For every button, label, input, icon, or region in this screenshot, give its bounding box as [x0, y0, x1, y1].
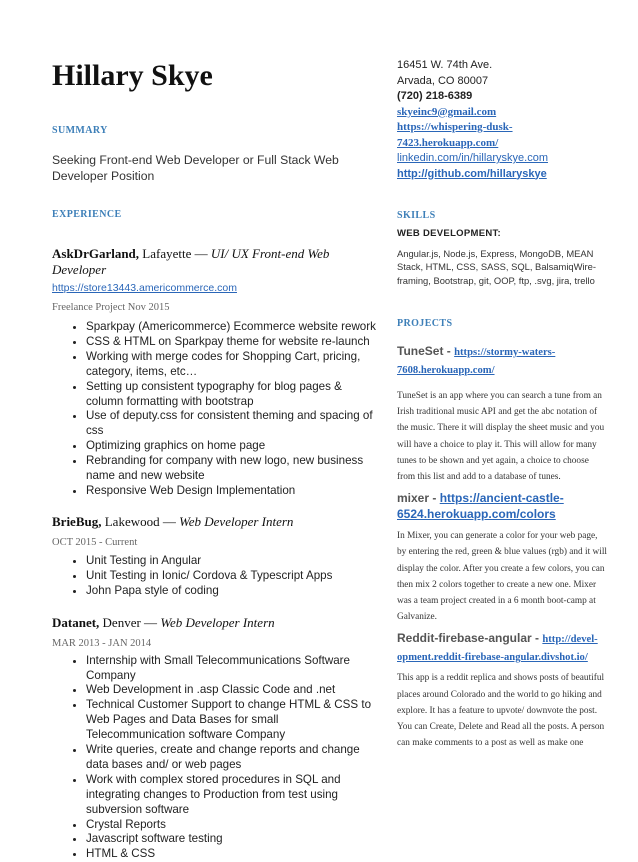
list-item: • Sparkpay (Americommerce) Ecommerce website rework [86, 320, 377, 335]
list-item: • Setting up consistent typography for blog pages & column formatting with bootstrap [86, 380, 377, 410]
job-dates: Freelance Project Nov 2015 [52, 302, 170, 313]
project-title [397, 630, 607, 666]
job-company: AskDrGarland, [52, 246, 140, 261]
right-column [397, 58, 607, 751]
list-item: • Unit Testing in Angular [86, 554, 377, 569]
list-item: • Javascript software testing [86, 832, 377, 847]
github-link[interactable]: http://github.com/hillaryskye [397, 167, 547, 180]
project-link[interactable]: https://stormy-waters-7608.herokuapp.com/ [397, 346, 556, 376]
list-item: • Optimizing graphics on home page [86, 439, 377, 454]
job-dates: OCT 2015 - Current [52, 536, 138, 548]
email-link[interactable]: skyeinc9@gmail.com [397, 105, 497, 118]
skills-subheading: WEB DEVELOPMENT: [397, 228, 502, 239]
list-item: • Web Development in .asp Classic Code and .net [86, 683, 377, 698]
list-item: • Crystal Reports [86, 818, 377, 833]
project-description: In Mixer, you can generate a color for your web page, by entering the red, green & blue values (rgb) and it will display the color. After you create a few colors, you can then mix 2 colors together to create a new one. Mixer was a team project created in a 6 month boot-camp at Galvanize. [397, 531, 607, 623]
project-mixer [397, 490, 607, 625]
project-tuneset [397, 343, 607, 485]
left-column [52, 58, 377, 862]
list-item: • Rebranding for company with new logo, new business name and new website [86, 454, 377, 484]
project-title [397, 343, 607, 379]
project-link[interactable]: http://devel-opment.reddit-firebase-angular.divshot.io/ [397, 634, 598, 664]
project-name: TuneSet - [397, 343, 451, 358]
projects-heading: PROJECTS [397, 317, 453, 329]
phone-number: (720) 218-6389 [397, 90, 473, 102]
skills-heading: SKILLS [397, 210, 436, 221]
list-item: • HTML & CSS [86, 847, 377, 862]
job-header [52, 246, 377, 278]
linkedin-link[interactable]: linkedin.com/in/hillaryskye.com [397, 152, 548, 164]
list-item: • Write queries, create and change reports and change data bases and/ or web pages [86, 743, 377, 773]
project-reddit [397, 630, 607, 751]
job-bullets [52, 554, 377, 599]
job-bullets [52, 654, 377, 862]
job-location: Lafayette — [142, 246, 208, 261]
job-title: Web Developer Intern [160, 614, 275, 630]
list-item: • CSS & HTML on Sparkpay theme for website re-launch [86, 335, 377, 350]
job-dates: MAR 2013 - JAN 2014 [52, 637, 152, 649]
candidate-name: Hillary Skye [52, 59, 213, 92]
job-header [52, 514, 377, 530]
address-line-2: Arvada, CO 80007 [397, 74, 489, 87]
project-description: TuneSet is an app where you can search a tune from an Irish traditional music API and get the abc notation of the music. There it will display the sheet music and you will have a choice to play it. This will allow for many tunes to be shown and yet again, a choice to choose from this list and add to a database of tunes. [397, 390, 605, 482]
address-line-1: 16451 W. 74th Ave. [397, 59, 493, 71]
job-company: BrieBug, [52, 513, 102, 529]
project-name: Reddit-firebase-angular - [397, 631, 540, 646]
job-bullets [52, 320, 377, 499]
job-location: Denver — [102, 614, 158, 630]
list-item: • Responsive Web Design Implementation [86, 484, 377, 499]
job-website-link[interactable]: https://store13443.americommerce.com [52, 282, 237, 294]
summary-heading: SUMMARY [52, 125, 108, 136]
heroku-link[interactable]: https://whispering-dusk-7423.herokuapp.com/ [397, 121, 513, 149]
job-title: UI/ UX Front-end Web Developer [52, 246, 330, 277]
job-company: Datanet, [52, 614, 100, 630]
job-title: Web Developer Intern [179, 513, 294, 529]
project-description: This app is a reddit replica and shows posts of beautiful places around Colorado and the world to go hiking and explore. It has a feature to upvote/ downvote the post. You can Create, Delete and Read all the posts. A person can make comments to a post as well as make one [397, 673, 605, 749]
project-link[interactable]: https://ancient-castle-6524.herokuapp.com/colors [397, 491, 564, 522]
list-item: • Unit Testing in Ionic/ Cordova & Typescript Apps [86, 569, 377, 584]
list-item: • Use of deputy.css for consistent theming and spacing of css [86, 409, 377, 439]
contact-block [397, 58, 607, 182]
project-name: mixer - [397, 491, 437, 506]
list-item: • Working with merge codes for Shopping Cart, pricing, category, items, etc… [86, 350, 377, 380]
list-item: • Technical Customer Support to change HTML & CSS to Web Pages and Data Bases for small Telecommunication software Company [86, 698, 377, 743]
job-datanet [52, 615, 377, 862]
experience-heading: EXPERIENCE [52, 209, 122, 220]
summary-text: Seeking Front-end Web Developer or Full Stack Web Developer Position [52, 153, 339, 183]
job-header [52, 615, 377, 631]
job-askdrgarland [52, 246, 377, 499]
skills-text: Angular.js, Node.js, Express, MongoDB, MEAN Stack, HTML, CSS, SASS, SQL, BalsamiqWire-framing, Bootstrap, git, OOP, ftp, .svg, jira, trello [397, 248, 597, 286]
list-item: • Work with complex stored procedures in SQL and integrating changes to Production from test using subversion software [86, 773, 377, 818]
list-item: • Internship with Small Telecommunications Software Company [86, 654, 377, 684]
job-briebug [52, 514, 377, 599]
list-item: • John Papa style of coding [86, 584, 377, 599]
project-title [397, 490, 607, 522]
job-location: Lakewood — [104, 513, 176, 529]
